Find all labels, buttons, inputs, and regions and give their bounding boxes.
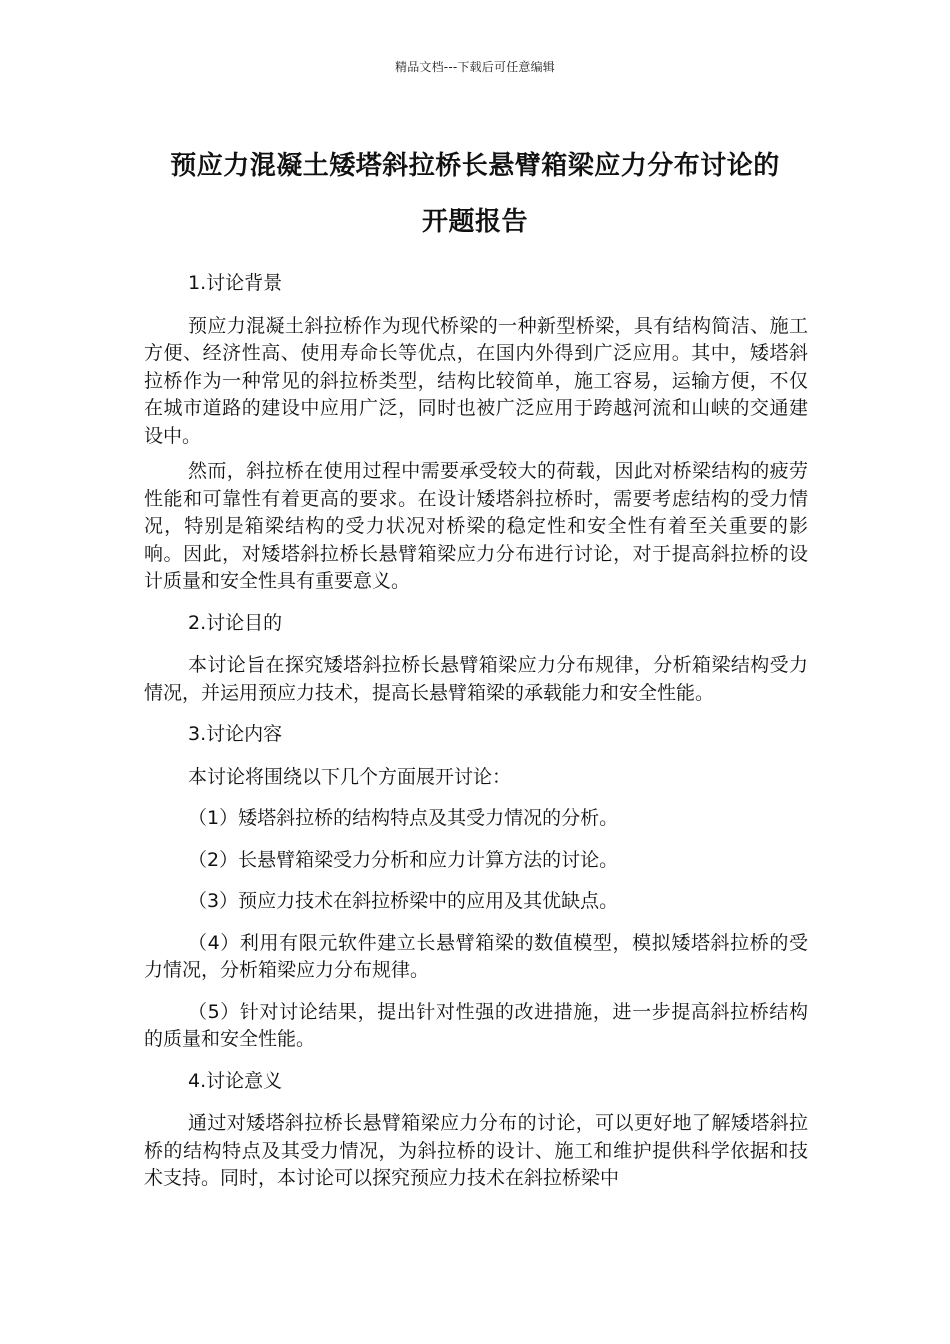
purpose-paragraph: 本讨论旨在探究矮塔斜拉桥长悬臂箱梁应力分布规律，分析箱梁结构受力情况，并运用预应力技术，提高长悬臂箱梁的承载能力和安全性能。 (144, 654, 808, 704)
content-item-3: （3）预应力技术在斜拉桥梁中的应用及其优缺点。 (188, 890, 619, 912)
title-line-2: 开题报告 (421, 207, 528, 237)
significance-paragraph: 通过对矮塔斜拉桥长悬臂箱梁应力分布的讨论，可以更好地了解矮塔斜拉桥的结构特点及其受力情况，为斜拉桥的设计、施工和维护提供科学依据和技术支持。同时，本讨论可以探究预应力技术在斜拉桥梁中 (144, 1112, 808, 1189)
content-item-4: （4）利用有限元软件建立长悬臂箱梁的数值模型，模拟矮塔斜拉桥的受力情况，分析箱梁应力分布规律。 (144, 931, 808, 981)
background-paragraph-1: 预应力混凝土斜拉桥作为现代桥梁的一种新型桥梁，具有结构简洁、施工方便、经济性高、使用寿命长等优点，在国内外得到广泛应用。其中，矮塔斜拉桥作为一种常见的斜拉桥类型，结构比较简单，施工容易，运输方便，不仅在城市道路的建设中应用广泛，同时也被广泛应用于跨越河流和山峡的交通建设中。 (144, 314, 808, 447)
content-intro: 本讨论将围绕以下几个方面展开讨论： (188, 765, 512, 788)
document-body (144, 270, 808, 1201)
section-heading-content: 3.讨论内容 (188, 723, 283, 745)
section-heading-significance: 4.讨论意义 (188, 1069, 283, 1092)
content-item-2: （2）长悬臂箱梁受力分析和应力计算方法的讨论。 (188, 848, 619, 871)
background-paragraph-2: 然而，斜拉桥在使用过程中需要承受较大的荷载，因此对桥梁结构的疲劳性能和可靠性有着更高的要求。在设计矮塔斜拉桥时，需要考虑结构的受力情况，特别是箱梁结构的受力状况对桥梁的稳定性和安全性有着至关重要的影响。因此，对矮塔斜拉桥长悬臂箱梁应力分布进行讨论，对于提高斜拉桥的设计质量和安全性具有重要意义。 (144, 460, 808, 592)
content-item-5: （5）针对讨论结果，提出针对性强的改进措施，进一步提高斜拉桥结构的质量和安全性能。 (144, 1000, 808, 1050)
section-heading-background: 1.讨论背景 (188, 272, 283, 294)
header-note: 精品文档---下载后可任意编辑 (395, 60, 555, 74)
document-title (120, 138, 830, 250)
title-line-1: 预应力混凝土矮塔斜拉桥长悬臂箱梁应力分布讨论的 (170, 151, 780, 181)
content-item-1: （1）矮塔斜拉桥的结构特点及其受力情况的分析。 (188, 807, 619, 829)
section-heading-purpose: 2.讨论目的 (188, 611, 283, 634)
